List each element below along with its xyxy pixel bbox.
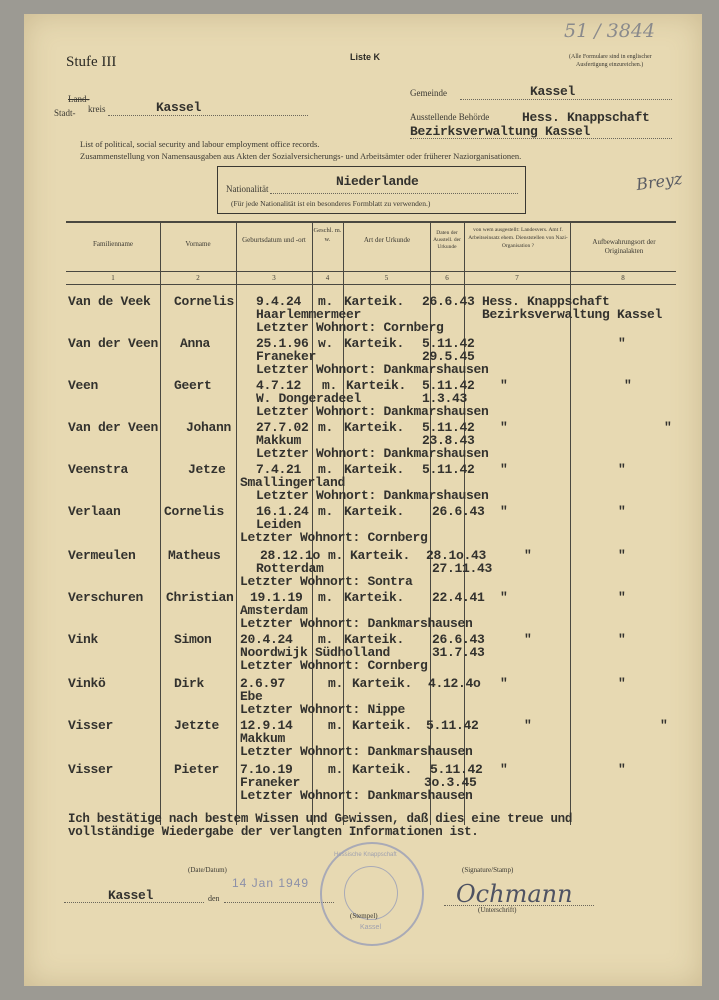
column-number-6: 6 [445,274,449,282]
column-header-daten: Daten der Ausstell. der Urkunde [433,230,461,250]
birth-place: Franeker [256,349,317,364]
last-residence: Letzter Wohnort: Dankmarshausen [256,488,489,503]
archive-location: " [618,632,626,647]
sex: m. [318,632,334,647]
issue-date: 26.6.43 [432,632,485,647]
issue-date: 5.11.42 [430,762,483,777]
issue-date: 28.1o.43 [426,548,487,563]
sex: w. [318,336,334,351]
issuer: " [500,504,508,519]
column-header-geburtsdatum: Geburtsdatum und -ort [242,236,306,244]
first-name: Pieter [174,762,220,777]
first-name: Simon [174,632,212,647]
gemeinde-value: Kassel [530,84,576,99]
col-divider-6 [464,221,465,825]
surname: Veen [68,378,99,393]
last-residence: Letzter Wohnort: Dankmarshausen [240,616,473,631]
archive-location: " [618,548,626,563]
document-type: Karteik. [350,548,411,563]
birth-date: 4.7.12 [256,378,302,393]
second-date: 27.11.43 [432,561,493,576]
document-sheet [24,14,702,986]
issuer: " [500,420,508,435]
surname: Van de Veek [68,294,151,309]
issuer: " [500,762,508,777]
den-label: den [208,894,220,903]
archive-location: " [618,504,626,519]
stufe-label: Stufe III [66,54,117,70]
margin-scribble: Breyz [634,168,684,195]
birth-place: Rotterdam [256,561,324,576]
confirmation-line-2: vollständige Wiedergabe der verlangten Informationen ist. [68,825,479,839]
gemeinde-label: Gemeinde [410,88,447,98]
first-name: Cornelis [164,504,225,519]
birth-place: Makkum [240,731,286,746]
second-date: 23.8.43 [422,433,475,448]
nationality-value: Niederlande [336,174,419,189]
birth-date: 7.4.21 [256,462,302,477]
document-type: Karteik. [352,762,413,777]
birth-date: 12.9.14 [240,718,293,733]
issue-date: 5.11.42 [426,718,479,733]
signature-label: (Signature/Stamp) [462,866,514,874]
description-german: Zusammenstellung von Namensausgaben aus Akten der Sozialversicherungs- und Arbeitsämter oder früherer Naziorganisationen. [80,151,522,161]
date-label: (Date/Datum) [188,866,227,874]
table-number-divider [66,284,676,285]
issue-date: 5.11.42 [422,336,475,351]
last-residence: Letzter Wohnort: Cornberg [240,658,428,673]
second-date: 31.7.43 [432,645,485,660]
archive-location: " [618,762,626,777]
issue-date: 5.11.42 [422,378,475,393]
kreis-label: kreis [88,104,106,114]
issuer: " [524,548,532,563]
column-header-vorname: Vorname [185,240,211,248]
birth-place: Noordwijk Südholland [240,645,391,660]
surname: Visser [68,762,114,777]
description-english: List of political, social security and labour employment office records. [80,139,320,149]
last-residence: Letzter Wohnort: Nippe [240,702,406,717]
second-date: 29.5.45 [422,349,475,364]
official-stamp [320,842,424,946]
sex: m. [318,462,334,477]
issuer: " [500,590,508,605]
last-residence: Letzter Wohnort: Dankmarshausen [256,362,489,377]
behoerde-value-2: Bezirksverwaltung Kassel [410,124,591,139]
table-header-divider [66,271,676,272]
column-header-geschlecht: Geschl. m. w. [313,227,342,243]
surname: Vink [68,632,99,647]
column-header-familienname: Familienname [92,240,134,248]
unterschrift-label: (Unterschrift) [478,906,517,914]
second-date: 1.3.43 [422,391,468,406]
date-stamp: 14 Jan 1949 [232,876,310,890]
sex: m. [318,504,334,519]
birth-date: 25.1.96 [256,336,309,351]
sex: m. [328,676,344,691]
issuer: " [524,632,532,647]
sex: m. [328,718,344,733]
first-name: Dirk [174,676,205,691]
archive-location: " [618,590,626,605]
issuer: Hess. Knappschaft [482,294,610,309]
surname: Van der Veen [68,336,159,351]
document-type: Karteik. [344,420,405,435]
last-residence: Letzter Wohnort: Dankmarshausen [240,788,473,803]
surname: Van der Veen [68,420,159,435]
column-number-7: 7 [515,274,519,282]
table-top-line [66,221,676,223]
issue-date: 26.6.43 [422,294,475,309]
archive-location: " [618,676,626,691]
archive-location: " [664,420,672,435]
archive-location: " [624,378,632,393]
birth-place: Ebe [240,689,263,704]
birth-place: Smallingerland [240,475,346,490]
stamp-city: Kassel [360,924,382,931]
issuer: " [500,676,508,691]
birth-date: 28.12.1o [260,548,321,563]
archive-location: " [660,718,668,733]
surname: Verschuren [68,590,144,605]
date-dotted-line [224,901,334,903]
nationality-note: (Für jede Nationalität ist ein besonderes Formblatt zu verwenden.) [231,199,431,208]
column-number-3: 3 [272,274,276,282]
first-name: Christian [166,590,234,605]
document-type: Karteik. [352,718,413,733]
birth-place: Makkum [256,433,302,448]
document-type: Karteik. [344,632,405,647]
document-type: Karteik. [344,590,405,605]
birth-date: 2.6.97 [240,676,286,691]
issuer: " [500,378,508,393]
birth-date: 16.1.24 [256,504,309,519]
birth-place: W. Dongeradeel [256,391,362,406]
english-note-2: Ausfertigung einzureichen.) [576,62,644,68]
issuer-line-2: Bezirksverwaltung Kassel [482,307,663,322]
confirmation-line-1: Ich bestätige nach bestem Wissen und Gewissen, daß dies eine treue und [68,812,573,826]
sex: m. [318,420,334,435]
col-divider-2 [236,221,237,825]
stadt-label: Stadt- [54,108,76,118]
surname: Vinkö [68,676,106,691]
issuer: " [500,462,508,477]
issue-date: 5.11.42 [422,420,475,435]
archive-location: " [618,336,626,351]
surname: Veenstra [68,462,129,477]
birth-date: 9.4.24 [256,294,302,309]
document-type: Karteik. [346,378,407,393]
col-divider-1 [160,221,161,825]
document-type: Karteik. [344,294,405,309]
last-residence: Letzter Wohnort: Cornberg [240,530,428,545]
column-header-art: Art der Urkunde [363,236,411,244]
column-header-aussteller: von wem ausgestellt: Landesvers. Amt f. Arbeitseinsatz ehem. Dienststellen von Nazi-Organisation ? [468,227,568,249]
second-date: 3o.3.45 [424,775,477,790]
nationality-dotted-line [270,192,518,194]
col-divider-5 [430,221,431,825]
kreis-dotted-line [108,114,308,116]
sex: m. [328,548,344,563]
nationality-label: Nationalität [226,184,269,194]
first-name: Cornelis [174,294,235,309]
issue-date: 26.6.43 [432,504,485,519]
liste-label: Liste K [350,52,381,62]
issue-date: 4.12.4o [428,676,481,691]
issue-date: 5.11.42 [422,462,475,477]
birth-date: 27.7.02 [256,420,309,435]
issuer: " [524,718,532,733]
column-number-5: 5 [384,274,389,282]
surname: Visser [68,718,114,733]
last-residence: Letzter Wohnort: Dankmarshausen [256,446,489,461]
place-dotted-line [64,901,204,903]
birth-date: 20.4.24 [240,632,293,647]
first-name: Johann [186,420,232,435]
column-number-8: 8 [621,274,625,282]
behoerde-value-1: Hess. Knappschaft [522,110,650,125]
surname: Verlaan [68,504,121,519]
last-residence: Letzter Wohnort: Dankmarshausen [256,404,489,419]
birth-place: Amsterdam [240,603,308,618]
birth-place: Franeker [240,775,301,790]
first-name: Anna [180,336,211,351]
birth-date: 7.1o.19 [240,762,293,777]
stamp-text: Hessische Knappschaft [334,852,397,858]
birth-place: Leiden [256,517,302,532]
signature-dotted-line [444,904,594,906]
issue-date: 22.4.41 [432,590,485,605]
kreis-value: Kassel [156,100,202,115]
document-type: Karteik. [344,462,405,477]
last-residence: Letzter Wohnort: Cornberg [256,320,444,335]
first-name: Geert [174,378,212,393]
birth-date: 19.1.19 [250,590,303,605]
archive-reference: 51 / 3844 [564,20,656,42]
sex: m. [328,762,344,777]
column-header-aufbewahrung: Aufbewahrungsort der Originalakten [592,238,656,255]
behoerde-label: Ausstellende Behörde [410,112,490,122]
sex: m. [318,590,334,605]
surname: Vermeulen [68,548,136,563]
stamp-label: (Stempel) [350,912,378,920]
signature: Ochmann [456,880,573,908]
place-value: Kassel [108,888,154,903]
first-name: Jetzte [174,718,220,733]
land-label: Land- [68,94,90,104]
birth-place: Haarlemmermeer [256,307,362,322]
last-residence: Letzter Wohnort: Dankmarshausen [240,744,473,759]
sex: m. [318,294,334,309]
first-name: Jetze [188,462,226,477]
behoerde-dotted-line [410,137,672,139]
column-number-4: 4 [325,274,330,282]
english-note-1: (Alle Formulare sind in englischer [569,54,652,60]
document-type: Karteik. [344,504,405,519]
column-number-1: 1 [111,274,115,282]
sex: m. [322,378,338,393]
document-type: Karteik. [344,336,405,351]
last-residence: Letzter Wohnort: Sontra [240,574,413,589]
document-type: Karteik. [352,676,413,691]
first-name: Matheus [168,548,221,563]
column-number-2: 2 [196,274,200,282]
archive-location: " [618,462,626,477]
